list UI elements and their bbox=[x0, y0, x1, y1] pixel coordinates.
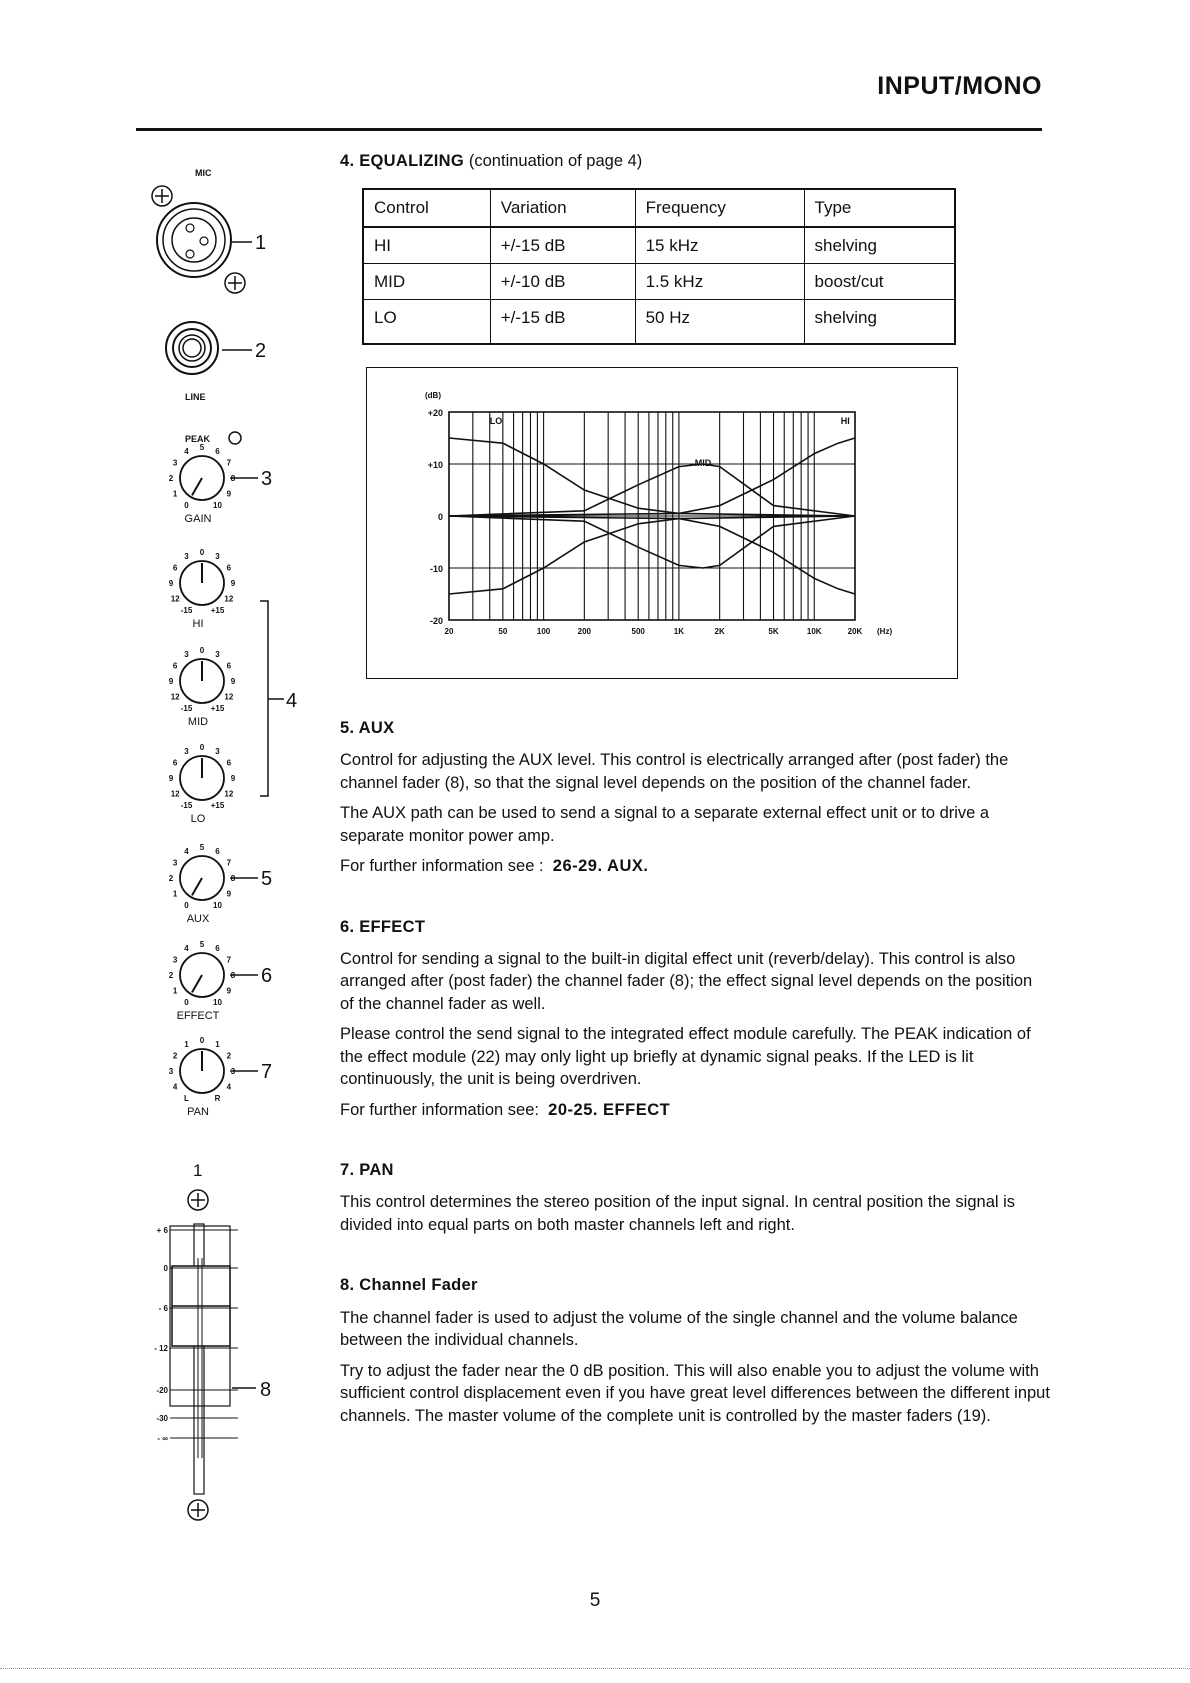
pan-tick-label: L bbox=[184, 1093, 189, 1103]
eq-chart-svg bbox=[367, 368, 957, 678]
table-header-row bbox=[363, 189, 955, 226]
table-header-cell: Frequency bbox=[635, 189, 804, 226]
gain-tick-label: 4 bbox=[184, 447, 189, 457]
series-line-hi-cut bbox=[449, 516, 855, 594]
mid-tick-label: 6 bbox=[172, 661, 178, 671]
gain-tick-label: 7 bbox=[226, 458, 232, 468]
effect-tick-label: 3 bbox=[172, 955, 178, 965]
annotation-hi: HI bbox=[840, 415, 850, 426]
pan-tick-label: 4 bbox=[226, 1082, 232, 1092]
table-cell: shelving bbox=[804, 299, 955, 344]
effect-tick-label: 1 bbox=[172, 986, 178, 996]
annotation-mid: MID bbox=[694, 457, 712, 468]
table-cell: 1.5 kHz bbox=[635, 263, 804, 299]
effect-tick-label: 9 bbox=[226, 986, 232, 996]
x-tick-label: 20 bbox=[444, 626, 454, 636]
table-cell: LO bbox=[363, 299, 490, 344]
hi-label: HI bbox=[192, 618, 204, 630]
y-tick-label: 0 bbox=[437, 511, 443, 522]
aux-tick-label: 7 bbox=[226, 858, 232, 868]
y-tick-label: -20 bbox=[429, 615, 443, 626]
fader-scale-label: 0 bbox=[163, 1264, 168, 1273]
section-6-paragraph: Control for sending a signal to the built-in digital effect unit (reverb/delay). This control is also arranged after (post fader) the channel fader (8); the effect signal level depends on the position of the channel fader as well. bbox=[340, 949, 1033, 1013]
lo-tick-label: 0 bbox=[199, 743, 205, 752]
reference-prefix: For further information see : bbox=[340, 857, 544, 876]
gain-label: GAIN bbox=[184, 513, 212, 525]
x-tick-label: 10K bbox=[806, 626, 822, 636]
hi-tick-label: 9 bbox=[168, 579, 174, 588]
gain-tick-label: 6 bbox=[215, 447, 220, 457]
x-tick-label: 50 bbox=[498, 626, 508, 636]
page-number: 5 bbox=[589, 1590, 601, 1611]
lo-tick-label: 6 bbox=[172, 758, 178, 768]
eq-table bbox=[362, 188, 956, 344]
gain-tick-label: 3 bbox=[172, 458, 178, 468]
hi-tick-label: 12 bbox=[170, 594, 180, 604]
section-5-paragraph: The AUX path can be used to send a signal to a separate external effect unit or to drive a separate monitor power amp. bbox=[340, 804, 990, 845]
table-row bbox=[363, 299, 955, 344]
hi-tick-label: 3 bbox=[184, 552, 189, 562]
table-cell: 50 Hz bbox=[635, 299, 804, 344]
page-header-title: INPUT/MONO bbox=[877, 72, 1042, 100]
fader-scale-label: - 12 bbox=[154, 1344, 168, 1353]
mid-tick-label: 9 bbox=[230, 677, 236, 686]
callout-2: 2 bbox=[255, 340, 267, 362]
section-6-title: 6. EFFECT bbox=[340, 917, 426, 936]
peak-led-icon bbox=[229, 432, 241, 444]
section-8-paragraph: Try to adjust the fader near the 0 dB position. This will also enable you to adjust the volume with sufficient control displacement even if you have great level differences between the different input channels. The master volume of the complete unit is controlled by the master faders (19). bbox=[340, 1361, 1050, 1425]
fader-scale-label: + 6 bbox=[156, 1226, 168, 1235]
reference-prefix: For further information see: bbox=[340, 1100, 539, 1119]
pan-tick-label: R bbox=[214, 1093, 221, 1103]
pan-label: PAN bbox=[187, 1106, 209, 1118]
fader-scale-label: -20 bbox=[156, 1386, 168, 1395]
x-tick-label: 200 bbox=[577, 626, 592, 636]
pan-tick-label: 2 bbox=[172, 1051, 178, 1061]
lo-tick-label: 12 bbox=[224, 789, 234, 799]
section-4-title: 4. EQUALIZING bbox=[340, 152, 464, 170]
main-content bbox=[340, 150, 1050, 1435]
aux-knob[interactable] bbox=[169, 843, 272, 925]
series-line-mid-cut bbox=[449, 516, 855, 568]
pan-knob[interactable] bbox=[169, 1036, 272, 1118]
table-row bbox=[363, 263, 955, 299]
table-cell: +/-10 dB bbox=[490, 263, 635, 299]
gain-tick-label: 1 bbox=[172, 489, 178, 499]
table-cell: HI bbox=[363, 227, 490, 264]
section-7-paragraph: This control determines the stereo position of the input signal. In central position the signal is divided into equal parts on both master channels left and right. bbox=[340, 1193, 1016, 1234]
effect-tick-label: 10 bbox=[213, 997, 222, 1007]
section-5-title: 5. AUX bbox=[340, 718, 395, 737]
section-6-reference bbox=[340, 1099, 1050, 1121]
fader-scale-label: - 6 bbox=[158, 1304, 168, 1313]
reference-link: 20-25. EFFECT bbox=[548, 1100, 671, 1119]
table-row bbox=[363, 227, 955, 264]
effect-tick-label: 5 bbox=[199, 940, 205, 949]
aux-tick-label: 2 bbox=[168, 874, 174, 883]
channel-fader[interactable] bbox=[170, 1224, 230, 1494]
table-cell: +/-15 dB bbox=[490, 227, 635, 264]
callout-8: 8 bbox=[260, 1379, 272, 1401]
mid-tick-label: 3 bbox=[215, 650, 220, 660]
aux-tick-label: 4 bbox=[184, 847, 189, 857]
effect-knob[interactable] bbox=[169, 940, 272, 1022]
series-line-mid-boost bbox=[449, 464, 855, 516]
lo-tick-label: 9 bbox=[168, 774, 174, 783]
callout-4: 4 bbox=[286, 690, 298, 712]
mid-tick-label: 12 bbox=[224, 692, 234, 702]
pan-tick-label: 2 bbox=[226, 1051, 232, 1061]
table-cell: +/-15 dB bbox=[490, 299, 635, 344]
channel-strip-illustration bbox=[150, 158, 310, 1538]
x-tick-label: 20K bbox=[847, 626, 863, 636]
lo-label: LO bbox=[190, 813, 206, 825]
table-cell: MID bbox=[363, 263, 490, 299]
mid-tick-label: -15 bbox=[180, 703, 193, 713]
section-8-paragraph: The channel fader is used to adjust the volume of the single channel and the volume balance between the individual channels. bbox=[340, 1308, 1018, 1350]
callout-6: 6 bbox=[261, 965, 273, 987]
pan-tick-label: 1 bbox=[184, 1040, 189, 1050]
aux-tick-label: 6 bbox=[215, 847, 220, 857]
effect-tick-label: 0 bbox=[184, 997, 189, 1007]
effect-tick-label: 8 bbox=[230, 971, 236, 980]
pan-tick-label: 1 bbox=[215, 1040, 220, 1050]
y-tick-label: -10 bbox=[429, 563, 443, 574]
y-tick-label: +10 bbox=[427, 459, 443, 470]
mic-label: MIC bbox=[195, 168, 212, 178]
gain-tick-label: 0 bbox=[184, 500, 189, 510]
effect-tick-label: 4 bbox=[184, 944, 189, 954]
aux-tick-label: 8 bbox=[230, 874, 236, 883]
table-header-cell: Variation bbox=[490, 189, 635, 226]
x-tick-label: 100 bbox=[536, 626, 551, 636]
aux-tick-label: 0 bbox=[184, 900, 189, 910]
callout-7: 7 bbox=[261, 1061, 273, 1083]
table-header-cell: Type bbox=[804, 189, 955, 226]
fader-scale-label: - ∞ bbox=[157, 1434, 168, 1443]
hi-tick-label: 6 bbox=[172, 563, 178, 573]
aux-tick-label: 1 bbox=[172, 889, 178, 899]
mid-label: MID bbox=[187, 716, 209, 728]
mid-tick-label: 12 bbox=[170, 692, 180, 702]
callout-5: 5 bbox=[261, 868, 273, 890]
callout-1: 1 bbox=[255, 232, 267, 254]
pan-tick-label: 3 bbox=[168, 1067, 174, 1076]
lo-tick-label: +15 bbox=[210, 800, 225, 810]
aux-tick-label: 10 bbox=[213, 900, 222, 910]
lo-tick-label: 12 bbox=[170, 789, 180, 799]
section-4-heading bbox=[340, 150, 1050, 172]
x-tick-label: 5K bbox=[768, 626, 779, 636]
screw-icon bbox=[188, 1500, 208, 1520]
section-6-paragraph: Please control the send signal to the integrated effect module carefully. The PEAK indication of the effect module (22) may only light up briefly at dynamic signal peaks. If the LED is lit continuously, the unit is being overdriven. bbox=[340, 1025, 1031, 1089]
series-line-lo-boost bbox=[449, 438, 855, 516]
reference-link: 26-29. AUX. bbox=[552, 857, 649, 876]
x-tick-label: 1K bbox=[673, 626, 685, 636]
lo-tick-label: -15 bbox=[180, 800, 193, 810]
hi-tick-label: +15 bbox=[210, 605, 225, 615]
effect-tick-label: 7 bbox=[226, 955, 232, 965]
y-tick-label: +20 bbox=[427, 407, 443, 418]
line-label: LINE bbox=[185, 392, 206, 402]
section-7-title: 7. PAN bbox=[340, 1161, 394, 1179]
pan-tick-label: 3 bbox=[230, 1067, 236, 1076]
table-header-cell: Control bbox=[363, 189, 490, 226]
pan-tick-label: 0 bbox=[199, 1036, 205, 1045]
annotation-lo: LO bbox=[489, 415, 503, 426]
hi-tick-label: 9 bbox=[230, 579, 236, 588]
series-line-hi-boost bbox=[449, 438, 855, 516]
effect-tick-label: 6 bbox=[215, 944, 220, 954]
y-axis-label: (dB) bbox=[425, 390, 441, 400]
gain-tick-label: 10 bbox=[213, 500, 222, 510]
section-5-paragraph: Control for adjusting the AUX level. This control is electrically arranged after (post fader) the channel fader (8), so that the signal level depends on the position of the channel fader. bbox=[340, 751, 1009, 792]
mid-tick-label: 6 bbox=[226, 661, 232, 671]
mid-tick-label: 3 bbox=[184, 650, 189, 660]
lo-tick-label: 6 bbox=[226, 758, 232, 768]
gain-knob[interactable] bbox=[169, 443, 272, 525]
jack-connector-icon bbox=[166, 322, 218, 374]
table-cell: shelving bbox=[804, 227, 955, 264]
mid-knob[interactable] bbox=[169, 646, 236, 728]
gain-tick-label: 5 bbox=[199, 443, 205, 452]
fader-scale-label: -30 bbox=[156, 1414, 168, 1423]
effect-label: EFFECT bbox=[176, 1010, 220, 1022]
x-tick-label: 2K bbox=[714, 626, 725, 636]
gain-tick-label: 9 bbox=[226, 489, 232, 499]
mid-tick-label: +15 bbox=[210, 703, 225, 713]
xlr-connector-icon bbox=[152, 186, 245, 293]
eq-response-graph bbox=[366, 367, 958, 679]
hi-tick-label: 0 bbox=[199, 548, 205, 557]
aux-label: AUX bbox=[186, 913, 210, 925]
callout-3: 3 bbox=[261, 468, 273, 490]
hi-tick-label: 6 bbox=[226, 563, 232, 573]
section-8-title: 8. Channel Fader bbox=[340, 1276, 478, 1295]
effect-tick-label: 2 bbox=[168, 971, 174, 980]
aux-tick-label: 5 bbox=[199, 843, 205, 852]
mid-tick-label: 9 bbox=[168, 677, 174, 686]
lo-tick-label: 3 bbox=[184, 747, 189, 757]
hi-tick-label: 3 bbox=[215, 552, 220, 562]
hi-tick-label: -15 bbox=[180, 605, 193, 615]
hi-knob[interactable] bbox=[169, 548, 236, 630]
section-5-reference bbox=[340, 855, 1050, 877]
mid-tick-label: 0 bbox=[199, 646, 205, 655]
gain-tick-label: 2 bbox=[168, 474, 174, 483]
bottom-dotted-rule bbox=[0, 1668, 1190, 1669]
aux-tick-label: 9 bbox=[226, 889, 232, 899]
hi-tick-label: 12 bbox=[224, 594, 234, 604]
table-cell: boost/cut bbox=[804, 263, 955, 299]
fader-channel-number: 1 bbox=[193, 1161, 203, 1180]
lo-tick-label: 3 bbox=[215, 747, 220, 757]
series-line-lo-cut bbox=[449, 516, 855, 594]
x-axis-label: (Hz) bbox=[877, 626, 893, 636]
lo-tick-label: 9 bbox=[230, 774, 236, 783]
table-cell: 15 kHz bbox=[635, 227, 804, 264]
pan-tick-label: 4 bbox=[172, 1082, 178, 1092]
gain-tick-label: 8 bbox=[230, 474, 236, 483]
header-rule bbox=[136, 128, 1042, 131]
screw-icon bbox=[188, 1190, 208, 1210]
peak-label: PEAK bbox=[185, 434, 211, 444]
aux-tick-label: 3 bbox=[172, 858, 178, 868]
lo-knob[interactable] bbox=[169, 743, 236, 825]
x-tick-label: 500 bbox=[631, 626, 645, 636]
section-4-subtitle: (continuation of page 4) bbox=[468, 152, 643, 170]
